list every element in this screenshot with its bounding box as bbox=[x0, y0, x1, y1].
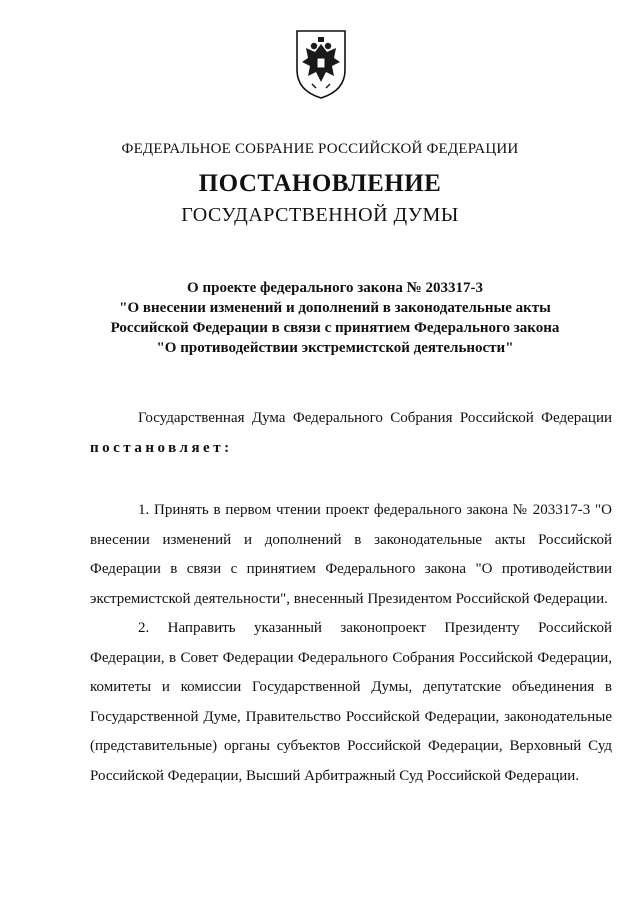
subject-line: "О внесении изменений и дополнений в законодательные акты bbox=[119, 300, 551, 316]
resolution-item-2: 2. Направить указанный законопроект Президенту Российской Федерации, в Совет Федерации Федерального Собрания Российской Федерации, комитеты и комиссии Государственной Думы, депутатские объединения в Государственной Думе, Правительство Российской Федерации, законодательные (представительные) органы субъектов Российской Федерации, Верховный Суд Российской Федерации, Высший Арбитражный Суд Российской Федерации. bbox=[90, 620, 612, 784]
subject-line: Российской Федерации в связи с принятием Федерального закона bbox=[110, 320, 560, 336]
document-type-heading: ПОСТАНОВЛЕНИЕ bbox=[198, 170, 442, 197]
organization-title: ФЕДЕРАЛЬНОЕ СОБРАНИЕ РОССИЙСКОЙ ФЕДЕРАЦИИ bbox=[121, 141, 519, 157]
coat-of-arms-icon bbox=[294, 28, 348, 100]
issuer-heading: ГОСУДАРСТВЕННОЙ ДУМЫ bbox=[181, 204, 459, 226]
paragraph-gap bbox=[90, 463, 612, 496]
preamble-emphasis: постановляет: bbox=[90, 439, 233, 456]
preamble-paragraph bbox=[90, 404, 612, 463]
document-body bbox=[90, 404, 612, 791]
subject-line: О проекте федерального закона № 203317-3 bbox=[187, 280, 483, 296]
subject-line: "О противодействии экстремистской деятельности" bbox=[156, 340, 514, 356]
document-subject bbox=[90, 278, 580, 358]
preamble-text: Государственная Дума Федерального Собрания Российской Федерации bbox=[138, 410, 612, 426]
resolution-item-1: 1. Принять в первом чтении проект федерального закона № 203317-3 "О внесении изменений и дополнений в законодательные акты Российской Федерации в связи с принятием Федерального закона "О противодействии экстремистской деятельности", внесенный Президентом Российской Федерации. bbox=[90, 502, 612, 607]
